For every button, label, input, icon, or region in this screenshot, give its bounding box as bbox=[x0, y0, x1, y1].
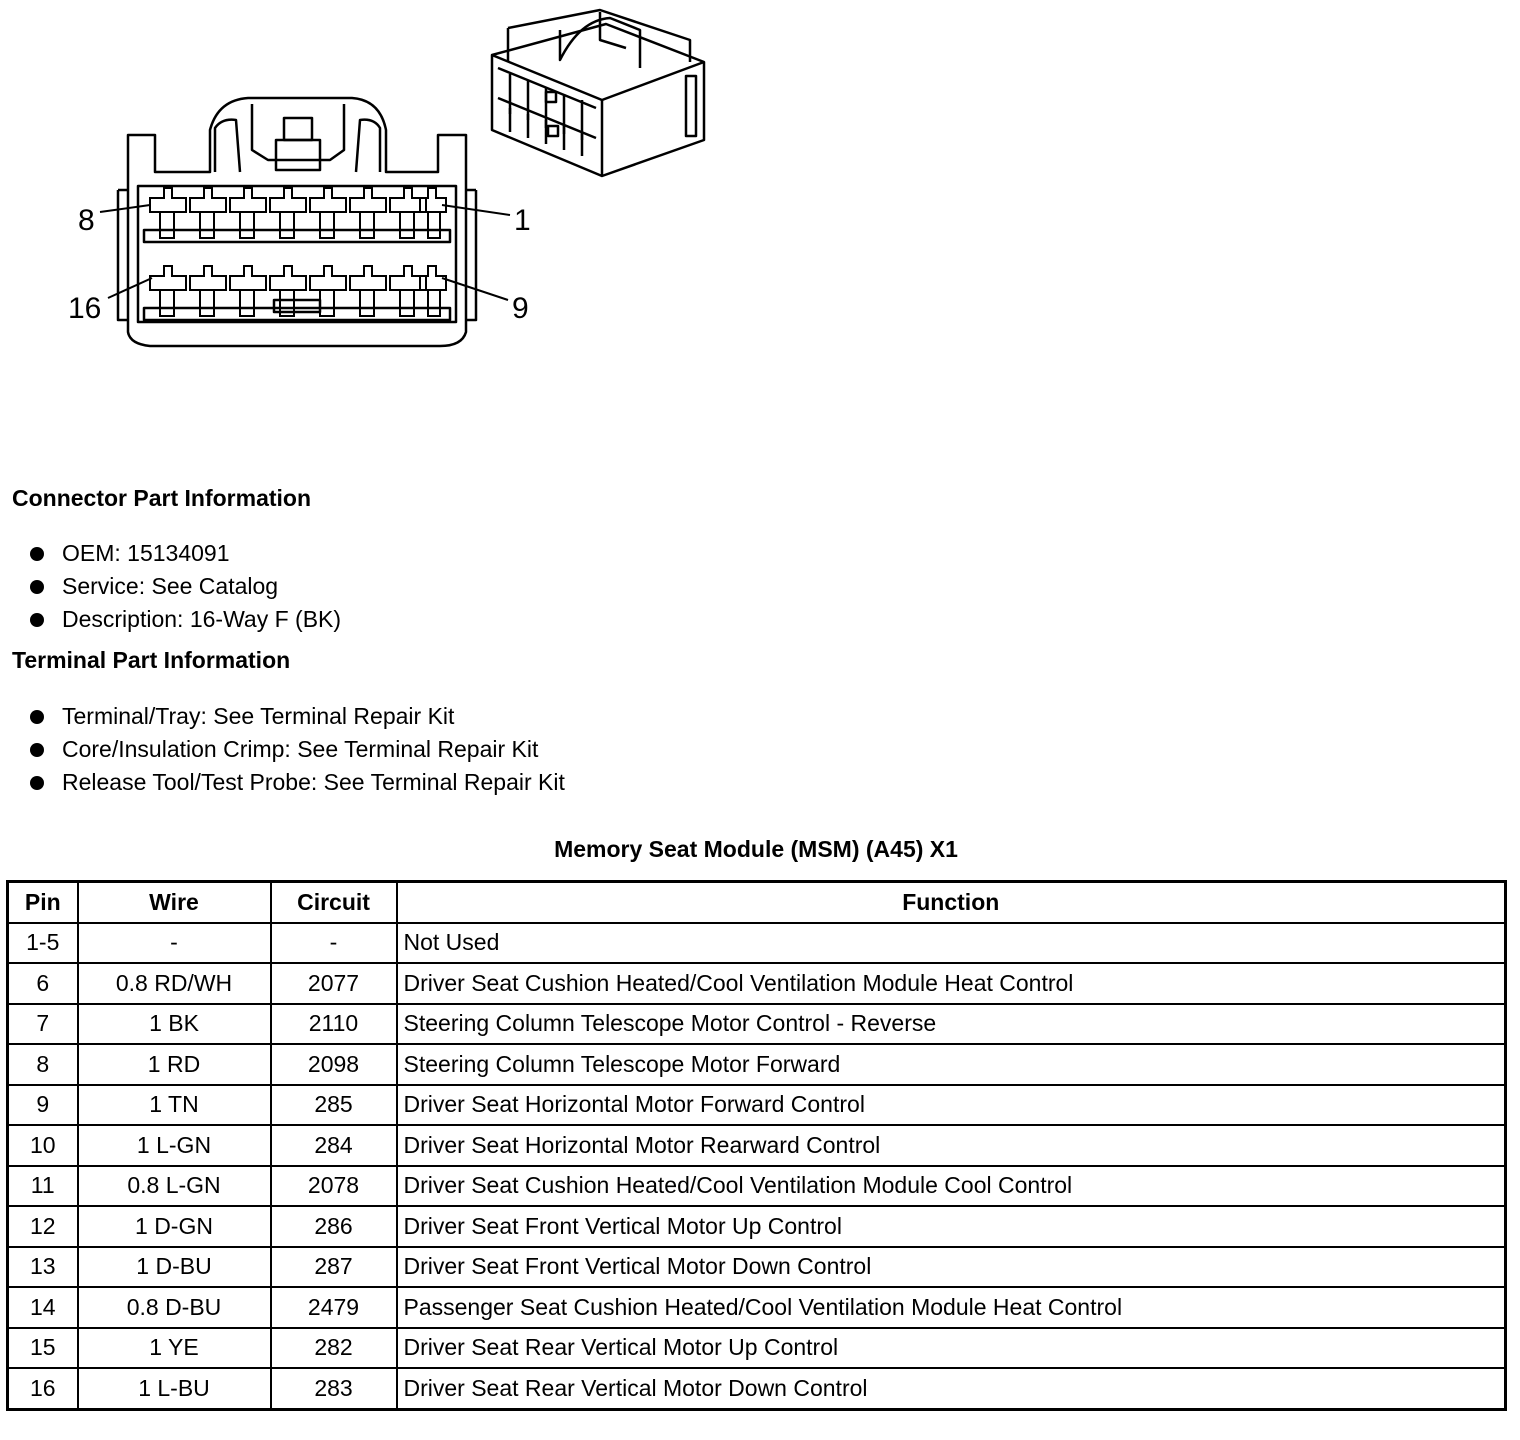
terminal-part-heading: Terminal Part Information bbox=[12, 647, 291, 673]
wire-cell: 1 D-BU bbox=[78, 1247, 271, 1288]
table-row bbox=[8, 1125, 1506, 1166]
column-header-wire: Wire bbox=[78, 882, 271, 923]
table-title: Memory Seat Module (MSM) (A45) X1 bbox=[554, 836, 958, 862]
function-cell: Driver Seat Front Vertical Motor Down Control bbox=[397, 1247, 1506, 1288]
bullet-icon bbox=[30, 776, 44, 790]
wire-cell: - bbox=[78, 923, 271, 964]
pin-cell: 12 bbox=[8, 1206, 78, 1247]
circuit-cell: 287 bbox=[271, 1247, 397, 1288]
list-item: Core/Insulation Crimp: See Terminal Repair Kit bbox=[28, 733, 565, 766]
pin-cell: 11 bbox=[8, 1166, 78, 1207]
pin-label-9: 9 bbox=[512, 292, 529, 325]
table-row bbox=[8, 1247, 1506, 1288]
circuit-cell: 2110 bbox=[271, 1004, 397, 1045]
list-item: Release Tool/Test Probe: See Terminal Repair Kit bbox=[28, 766, 565, 799]
circuit-cell: - bbox=[271, 923, 397, 964]
connector-diagram bbox=[0, 0, 760, 380]
circuit-cell: 2078 bbox=[271, 1166, 397, 1207]
wire-cell: 1 BK bbox=[78, 1004, 271, 1045]
table-row bbox=[8, 1166, 1506, 1207]
table-row bbox=[8, 1206, 1506, 1247]
table-row bbox=[8, 1287, 1506, 1328]
connector-3d-view bbox=[492, 10, 704, 176]
function-cell: Passenger Seat Cushion Heated/Cool Ventilation Module Heat Control bbox=[397, 1287, 1506, 1328]
column-header-circuit: Circuit bbox=[271, 882, 397, 923]
function-cell: Driver Seat Horizontal Motor Rearward Control bbox=[397, 1125, 1506, 1166]
bullet-icon bbox=[30, 547, 44, 561]
wire-cell: 0.8 RD/WH bbox=[78, 963, 271, 1004]
pin-cell: 14 bbox=[8, 1287, 78, 1328]
pin-cell: 16 bbox=[8, 1368, 78, 1409]
table-row bbox=[8, 1085, 1506, 1126]
circuit-cell: 2098 bbox=[271, 1044, 397, 1085]
pin-label-1: 1 bbox=[514, 204, 531, 237]
circuit-cell: 284 bbox=[271, 1125, 397, 1166]
circuit-cell: 2479 bbox=[271, 1287, 397, 1328]
list-item: Terminal/Tray: See Terminal Repair Kit bbox=[28, 700, 565, 733]
function-cell: Driver Seat Rear Vertical Motor Down Control bbox=[397, 1368, 1506, 1409]
pin-cell: 9 bbox=[8, 1085, 78, 1126]
function-cell: Steering Column Telescope Motor Forward bbox=[397, 1044, 1506, 1085]
pinout-table bbox=[6, 880, 1507, 1411]
list-item: Description: 16-Way F (BK) bbox=[28, 603, 341, 636]
list-item: Service: See Catalog bbox=[28, 570, 341, 603]
bullet-icon bbox=[30, 743, 44, 757]
wire-cell: 1 D-GN bbox=[78, 1206, 271, 1247]
function-cell: Driver Seat Front Vertical Motor Up Control bbox=[397, 1206, 1506, 1247]
circuit-cell: 283 bbox=[271, 1368, 397, 1409]
table-row bbox=[8, 963, 1506, 1004]
connector-part-list bbox=[28, 537, 341, 636]
bullet-icon bbox=[30, 580, 44, 594]
terminal-part-list bbox=[28, 700, 565, 799]
wire-cell: 1 L-BU bbox=[78, 1368, 271, 1409]
pin-label-16: 16 bbox=[68, 292, 102, 325]
connector-part-heading: Connector Part Information bbox=[12, 485, 312, 511]
table-header-row bbox=[8, 882, 1506, 923]
table-row bbox=[8, 1368, 1506, 1409]
circuit-cell: 285 bbox=[271, 1085, 397, 1126]
function-cell: Driver Seat Horizontal Motor Forward Control bbox=[397, 1085, 1506, 1126]
function-cell: Not Used bbox=[397, 923, 1506, 964]
circuit-cell: 286 bbox=[271, 1206, 397, 1247]
pin-cell: 1-5 bbox=[8, 923, 78, 964]
wire-cell: 0.8 D-BU bbox=[78, 1287, 271, 1328]
table-row bbox=[8, 1328, 1506, 1369]
bullet-icon bbox=[30, 613, 44, 627]
circuit-cell: 2077 bbox=[271, 963, 397, 1004]
pin-cell: 7 bbox=[8, 1004, 78, 1045]
pin-cell: 13 bbox=[8, 1247, 78, 1288]
function-cell: Driver Seat Cushion Heated/Cool Ventilation Module Heat Control bbox=[397, 963, 1506, 1004]
function-cell: Driver Seat Rear Vertical Motor Up Control bbox=[397, 1328, 1506, 1369]
function-cell: Steering Column Telescope Motor Control - Reverse bbox=[397, 1004, 1506, 1045]
pin-cell: 15 bbox=[8, 1328, 78, 1369]
column-header-function: Function bbox=[397, 882, 1506, 923]
circuit-cell: 282 bbox=[271, 1328, 397, 1369]
table-row bbox=[8, 923, 1506, 964]
pin-cell: 10 bbox=[8, 1125, 78, 1166]
wire-cell: 1 RD bbox=[78, 1044, 271, 1085]
wire-cell: 0.8 L-GN bbox=[78, 1166, 271, 1207]
table-row bbox=[8, 1044, 1506, 1085]
table-row bbox=[8, 1004, 1506, 1045]
bullet-icon bbox=[30, 710, 44, 724]
list-item: OEM: 15134091 bbox=[28, 537, 341, 570]
pin-label-8: 8 bbox=[78, 204, 95, 237]
pin-cell: 6 bbox=[8, 963, 78, 1004]
wire-cell: 1 TN bbox=[78, 1085, 271, 1126]
column-header-pin: Pin bbox=[8, 882, 78, 923]
wire-cell: 1 L-GN bbox=[78, 1125, 271, 1166]
function-cell: Driver Seat Cushion Heated/Cool Ventilation Module Cool Control bbox=[397, 1166, 1506, 1207]
wire-cell: 1 YE bbox=[78, 1328, 271, 1369]
pin-cell: 8 bbox=[8, 1044, 78, 1085]
